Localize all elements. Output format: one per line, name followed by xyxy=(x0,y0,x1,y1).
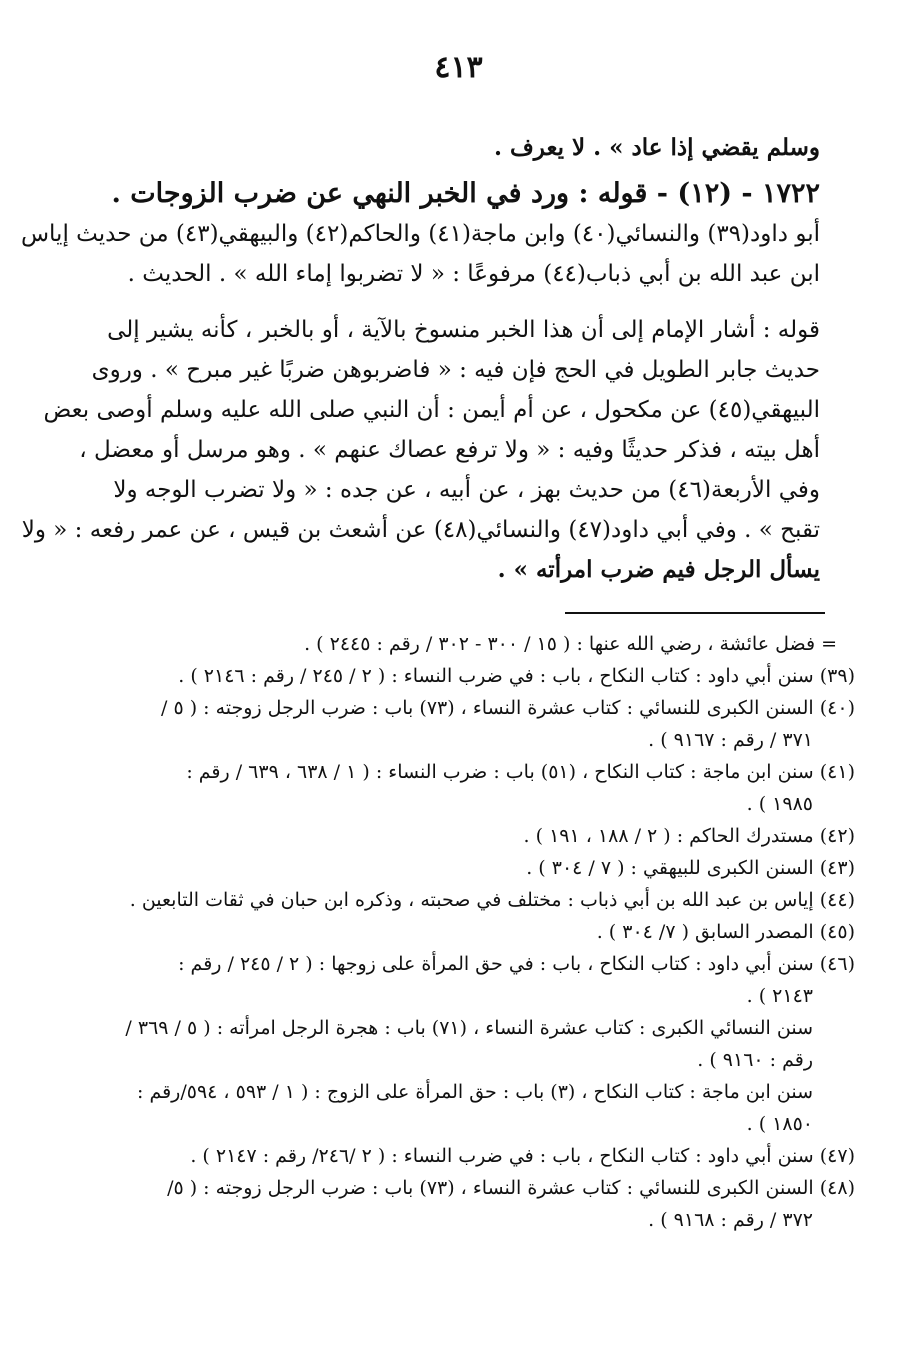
footnote-line: ٣٧٢ / رقم : ٩١٦٨ ) . xyxy=(648,1209,813,1231)
entry-paragraph xyxy=(20,174,820,294)
text-line: وسلم يقضي إذا عاد » . لا يعرف . xyxy=(493,134,820,161)
footnote-line: ٢١٤٣ ) . xyxy=(746,985,813,1007)
text-line: قوله : أشار الإمام إلى أن هذا الخبر منسوخ بالآية ، أو بالخبر ، كأنه يشير إلى xyxy=(107,317,820,343)
footnote-line: (٤٦) سنن أبي داود : كتاب النكاح ، باب : في حق المرأة على زوجها : ( ٢ / ٢٤٥ / رقم : xyxy=(178,953,855,975)
footnote-line: سنن ابن ماجة : كتاب النكاح ، (٣) باب : حق المرأة على الزوج : ( ١ / ٥٩٣ ، ٥٩٤/رقم : xyxy=(137,1081,813,1103)
footnote-line: ١٨٥٠ ) . xyxy=(746,1113,813,1135)
text-line: البيهقي(٤٥) عن مكحول ، عن أم أيمن : أن النبي صلى الله عليه وسلم أوصى بعض xyxy=(43,397,820,423)
text-line: يسأل الرجل فيم ضرب امرأته » . xyxy=(497,556,820,583)
text-line: أهل بيته ، فذكر حديثًا وفيه : « ولا ترفع عصاك عنهم » . وهو مرسل أو معضل ، xyxy=(79,437,820,463)
commentary-paragraph xyxy=(21,310,820,590)
text-line: تقبح » . وفي أبي داود(٤٧) والنسائي(٤٨) عن أشعث بن قيس ، عن عمر رفعه : « ولا xyxy=(21,517,820,543)
footnote-line: رقم : ٩١٦٠ ) . xyxy=(697,1049,813,1071)
footnote-line: (٤٨) السنن الكبرى للنسائي : كتاب عشرة النساء ، (٧٣) باب : ضرب الرجل زوجته : ( ٥/ xyxy=(167,1177,855,1199)
footnote-line: (٤٤) إياس بن عبد الله بن أبي ذباب : مختلف في صحبته ، وذكره ابن حبان في ثقات التابعين . xyxy=(129,889,855,911)
footnote-divider xyxy=(565,612,825,614)
footnote-line: (٤٥) المصدر السابق ( ٧/ ٣٠٤ ) . xyxy=(596,921,855,943)
entry-heading: ١٧٢٢ - (١٢) - قوله : ورد في الخبر النهي عن ضرب الزوجات . xyxy=(111,178,820,209)
footnote-line: = فضل عائشة ، رضي الله عنها : ( ١٥ / ٣٠٠ - ٣٠٢ / رقم : ٢٤٤٥ ) . xyxy=(304,633,837,655)
footnote-line: (٤٧) سنن أبي داود : كتاب النكاح ، باب : في ضرب النساء : ( ٢ /٢٤٦/ رقم : ٢١٤٧ ) . xyxy=(190,1145,855,1167)
text-line: ابن عبد الله بن أبي ذباب(٤٤) مرفوعًا : « لا تضربوا إماء الله » . الحديث . xyxy=(127,261,820,287)
text-line: وفي الأربعة(٤٦) من حديث بهز ، عن أبيه ، عن جده : « ولا تضرب الوجه ولا xyxy=(113,477,820,503)
footnote-line: (٤٠) السنن الكبرى للنسائي : كتاب عشرة النساء ، (٧٣) باب : ضرب الرجل زوجته : ( ٥ / xyxy=(161,697,855,719)
main-text xyxy=(20,128,820,590)
page-number: ٤١٣ xyxy=(434,50,483,85)
text-line: أبو داود(٣٩) والنسائي(٤٠) وابن ماجة(٤١) والحاكم(٤٢) والبيهقي(٤٣) من حديث إياس xyxy=(20,221,820,247)
footnote-line: ١٩٨٥ ) . xyxy=(746,793,813,815)
footnote-line: (٤٣) السنن الكبرى للبيهقي : ( ٧ / ٣٠٤ ) . xyxy=(526,857,855,879)
footnote-line: (٤١) سنن ابن ماجة : كتاب النكاح ، (٥١) باب : ضرب النساء : ( ١ / ٦٣٨ ، ٦٣٩ / رقم : xyxy=(186,761,855,783)
text-line: حديث جابر الطويل في الحج فإن فيه : « فاضربوهن ضربًا غير مبرح » . وروى xyxy=(91,357,820,383)
footnotes xyxy=(95,628,855,1236)
footnote-line: سنن النسائي الكبرى : كتاب عشرة النساء ، (٧١) باب : هجرة الرجل امرأته : ( ٥ / ٣٦٩ / xyxy=(125,1017,813,1039)
footnote-line: (٣٩) سنن أبي داود : كتاب النكاح ، باب : في ضرب النساء : ( ٢ / ٢٤٥ / رقم : ٢١٤٦ ) . xyxy=(178,665,855,687)
footnote-line: ٣٧١ / رقم : ٩١٦٧ ) . xyxy=(648,729,813,751)
footnote-line: (٤٢) مستدرك الحاكم : ( ٢ / ١٨٨ ، ١٩١ ) . xyxy=(523,825,855,847)
